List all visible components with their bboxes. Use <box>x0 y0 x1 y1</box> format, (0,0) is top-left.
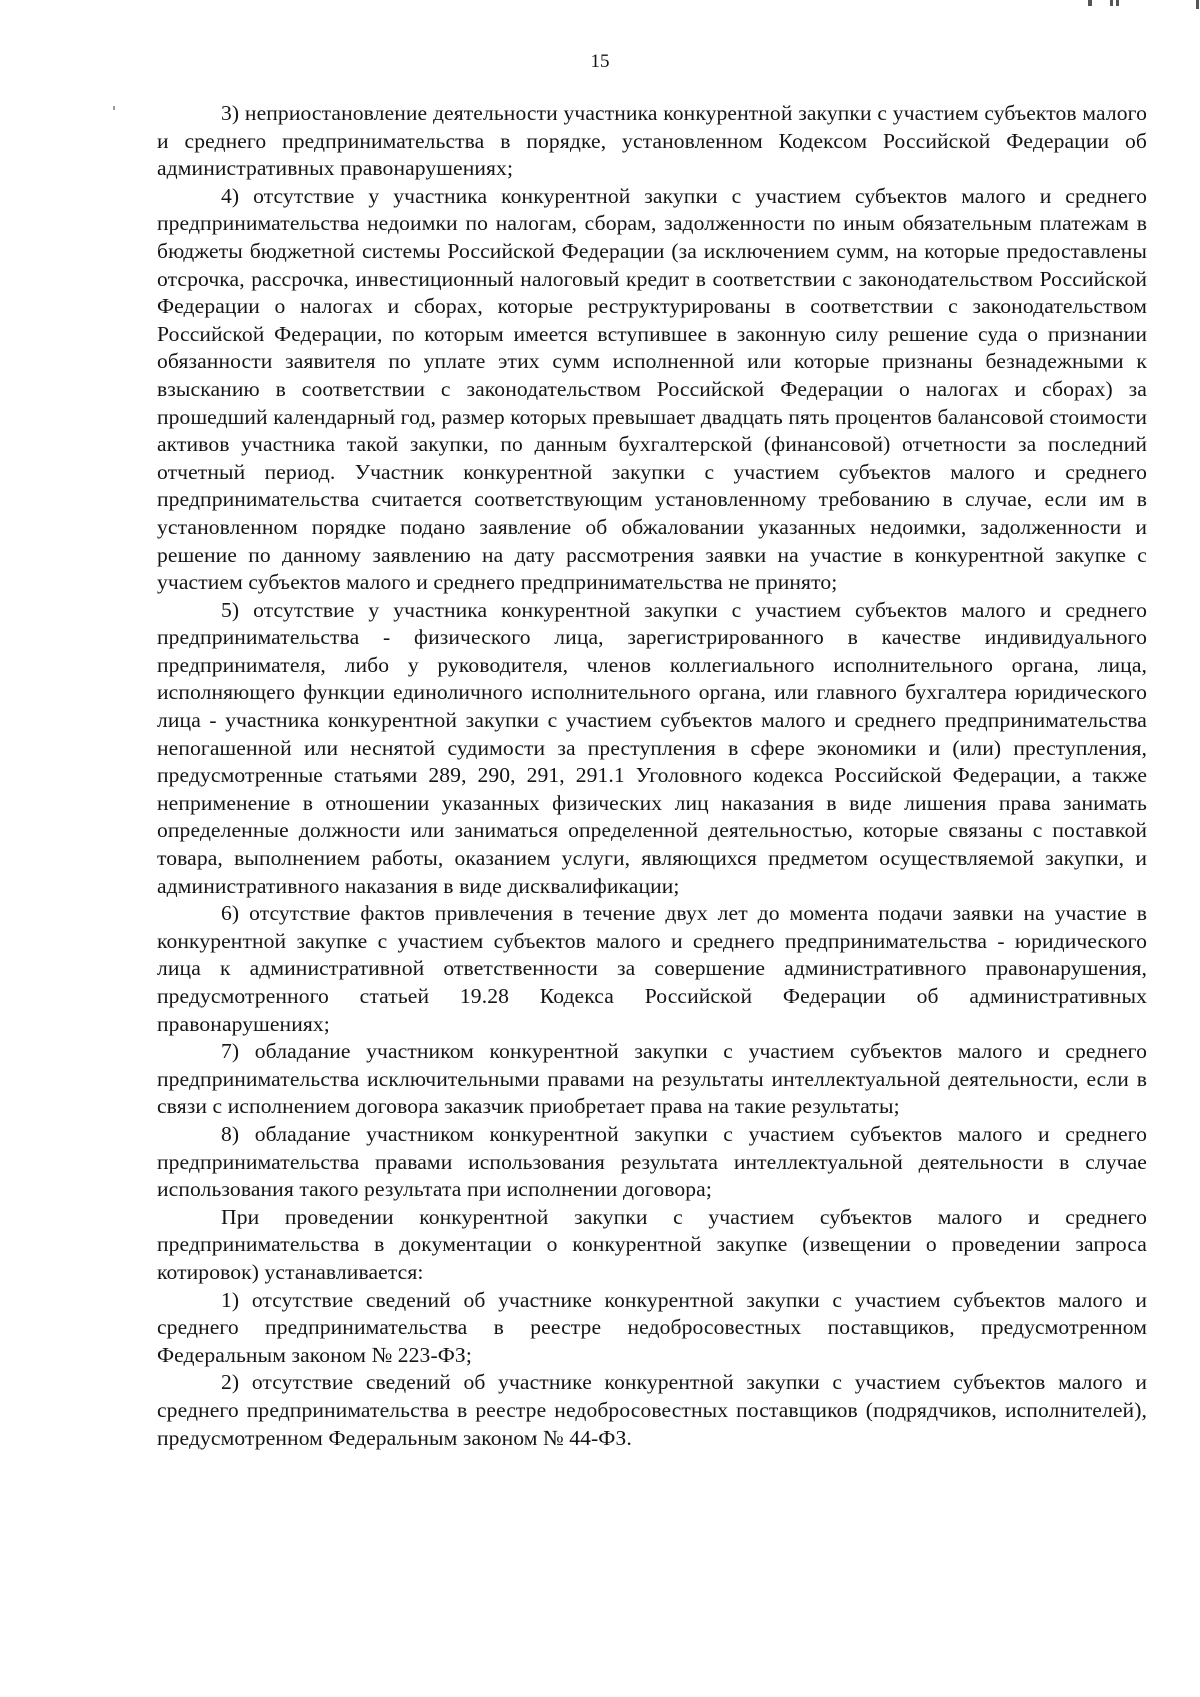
paragraph-item-7: 7) обладание участником конкурентной закупки с участием субъектов малого и среднего предпринимательства исключительными правами на результаты интеллектуальной деятельности, если в связи с исполнением договора заказчик приобретает права на такие результаты; <box>157 1039 1147 1119</box>
scan-speck <box>113 106 115 110</box>
paragraph-item-6: 6) отсутствие фактов привлечения в течение двух лет до момента подачи заявки на участие в конкурентной закупке с участием субъектов малого и среднего предпринимательства - юридического лица к административной ответственности за совершение административного правонарушения, предусмотренного статьей 19.28 Кодекса Российской Федерации об административных правонарушениях; <box>157 901 1147 1036</box>
document-body <box>157 100 1147 1452</box>
paragraph-item-4: 4) отсутствие у участника конкурентной закупки с участием субъектов малого и среднего предпринимательства недоимки по налогам, сборам, задолженности по иным обязательным платежам в бюджеты бюджетной системы Российской Федерации (за исключением сумм, на которые предоставлены отсрочка, рассрочка, инвестиционный налоговый кредит в соответствии с законодательством Российской Федерации о налогах и сборах, которые реструктурированы в соответствии с законодательством Российской Федерации, по которым имеется вступившее в законную силу решение суда о признании обязанности заявителя по уплате этих сумм исполненной или которые признаны безнадежными к взысканию в соответствии с законодательством Российской Федерации о налогах и сборах) за прошедший календарный год, размер которых превышает двадцать пять процентов балансовой стоимости активов участника такой закупки, по данным бухгалтерской (финансовой) отчетности за последний отчетный период. Участник конкурентной закупки с участием субъектов малого и среднего предпринимательства считается соответствующим установленному требованию в случае, если им в установленном порядке подано заявление об обжаловании указанных недоимки, задолженности и решение по данному заявлению на дату рассмотрения заявки на участие в конкурентной закупке с участием субъектов малого и среднего предпринимательства не принято; <box>157 183 1147 595</box>
paragraph-item-3: 3) неприостановление деятельности участника конкурентной закупки с участием субъектов малого и среднего предпринимательства в порядке, установленном Кодексом Российской Федерации об административных правонарушениях; <box>157 101 1147 181</box>
paragraph-sub-item-2: 2) отсутствие сведений об участнике конкурентной закупки с участием субъектов малого и среднего предпринимательства в реестре недобросовестных поставщиков (подрядчиков, исполнителей), предусмотренном Федеральным законом № 44-ФЗ. <box>157 1370 1147 1450</box>
page-number: 15 <box>590 51 610 72</box>
paragraph-sub-item-1: 1) отсутствие сведений об участнике конкурентной закупки с участием субъектов малого и среднего предпринимательства в реестре недобросовестных поставщиков, предусмотренном Федеральным законом № 223-ФЗ; <box>157 1287 1147 1367</box>
paragraph-intro: При проведении конкурентной закупки с участием субъектов малого и среднего предпринимательства в документации о конкурентной закупке (извещении о проведении запроса котировок) устанавливается: <box>157 1204 1147 1284</box>
paragraph-item-8: 8) обладание участником конкурентной закупки с участием субъектов малого и среднего предпринимательства правами использования результата интеллектуальной деятельности в случае использования такого результата при исполнении договора; <box>157 1121 1147 1202</box>
paragraph-item-5: 5) отсутствие у участника конкурентной закупки с участием субъектов малого и среднего предпринимательства - физического лица, зарегистрированного в качестве индивидуального предпринимателя, либо у руководителя, членов коллегиального исполнительного органа, лица, исполняющего функции единоличного исполнительного органа, или главного бухгалтера юридического лица - участника конкурентной закупки с участием субъектов малого и среднего предпринимательства непогашенной или неснятой судимости за преступления в сфере экономики и (или) преступления, предусмотренные статьями 289, 290, 291, 291.1 Уголовного кодекса Российской Федерации, а также неприменение в отношении указанных физических лиц наказания в виде лишения права занимать определенные должности или заниматься определенной деятельностью, которые связаны с поставкой товара, выполнением работы, оказанием услуги, являющихся предметом осуществляемой закупки, и административного наказания в виде дисквалификации; <box>157 597 1147 898</box>
scan-corner-mark <box>1050 0 1200 10</box>
